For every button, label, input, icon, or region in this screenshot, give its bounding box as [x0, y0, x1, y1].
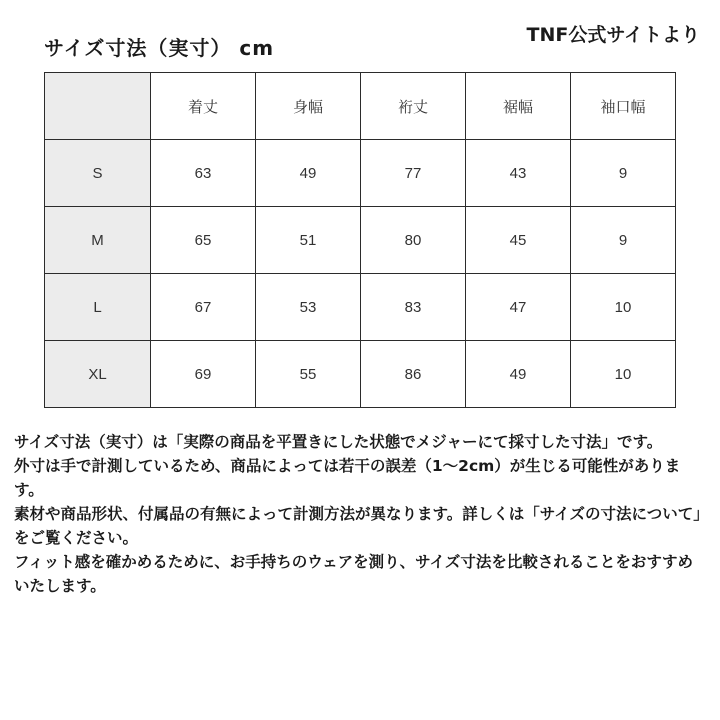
table-row: [45, 207, 676, 274]
table-cell: 77: [361, 140, 466, 207]
row-label-size: M: [45, 207, 151, 274]
table-cell: 49: [466, 341, 571, 408]
table-corner-cell: [45, 73, 151, 140]
row-label-size: XL: [45, 341, 151, 408]
table-cell: 63: [151, 140, 256, 207]
row-label-size: L: [45, 274, 151, 341]
table-row: [45, 341, 676, 408]
table-cell: 45: [466, 207, 571, 274]
note-paragraph: 外寸は手で計測しているため、商品によっては若干の誤差（1～2cm）が生じる可能性があります。: [14, 457, 681, 499]
note-paragraph: サイズ寸法（実寸）は「実際の商品を平置きにした状態でメジャーにて採寸した寸法」です。: [14, 433, 663, 451]
table-cell: 43: [466, 140, 571, 207]
table-cell: 53: [256, 274, 361, 341]
table-cell: 86: [361, 341, 466, 408]
table-row: [45, 274, 676, 341]
table-row: [45, 140, 676, 207]
source-label: TNF公式サイトより: [526, 24, 700, 46]
notes-block: [14, 430, 708, 598]
table-cell: 83: [361, 274, 466, 341]
table-cell: 47: [466, 274, 571, 341]
column-header-hem-width: 裾幅: [466, 73, 571, 140]
table-cell: 65: [151, 207, 256, 274]
column-header-chest-width: 身幅: [256, 73, 361, 140]
table-header-row: [45, 73, 676, 140]
table-cell: 80: [361, 207, 466, 274]
row-label-size: S: [45, 140, 151, 207]
note-paragraph: フィット感を確かめるために、お手持ちのウェアを測り、サイズ寸法を比較されることをおすすめいたします。: [14, 553, 694, 595]
table-cell: 69: [151, 341, 256, 408]
column-header-sleeve-length: 裄丈: [361, 73, 466, 140]
column-header-length: 着丈: [151, 73, 256, 140]
table-cell: 10: [571, 274, 676, 341]
table-cell: 10: [571, 341, 676, 408]
column-header-cuff-width: 袖口幅: [571, 73, 676, 140]
table-cell: 55: [256, 341, 361, 408]
table-cell: 9: [571, 207, 676, 274]
size-table: [44, 72, 676, 408]
table-cell: 67: [151, 274, 256, 341]
note-paragraph: 素材や商品形状、付属品の有無によって計測方法が異なります。詳しくは「サイズの寸法について」をご覧ください。: [14, 505, 701, 547]
table-cell: 9: [571, 140, 676, 207]
page-title: サイズ寸法（実寸） cm: [44, 36, 275, 60]
table-cell: 49: [256, 140, 361, 207]
table-cell: 51: [256, 207, 361, 274]
